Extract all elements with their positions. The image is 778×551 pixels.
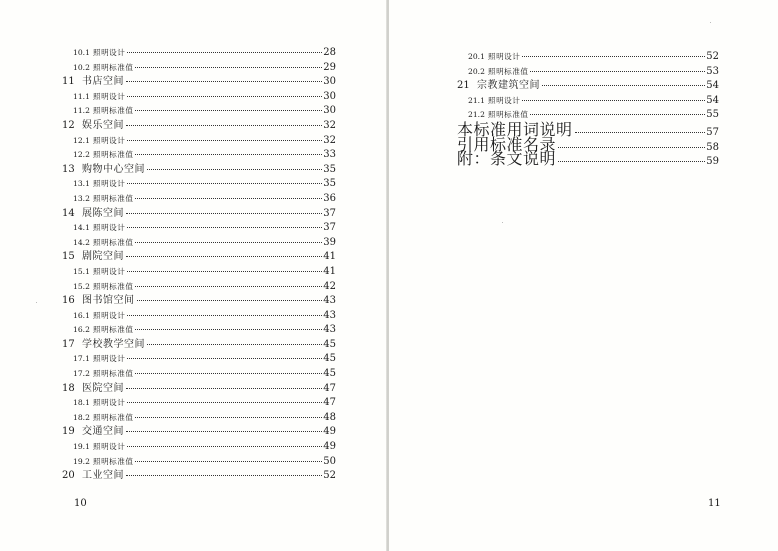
toc-entry-page: 37 bbox=[323, 207, 336, 219]
dot-leader bbox=[126, 475, 322, 476]
toc-entry-page: 55 bbox=[706, 109, 719, 121]
toc-entry-title: 宗教建筑空间 bbox=[477, 80, 540, 92]
toc-entry-title: 引用标准名录 bbox=[457, 134, 557, 154]
dot-leader bbox=[135, 242, 322, 243]
toc-entry-title: 娱乐空间 bbox=[82, 119, 124, 131]
toc-entry-section bbox=[62, 46, 336, 61]
toc-entry-title: 学校教学空间 bbox=[82, 338, 145, 350]
toc-entry-title: 照明标准值 bbox=[93, 325, 134, 335]
toc-entry-page: 49 bbox=[323, 426, 336, 438]
toc-entry-chapter bbox=[62, 163, 336, 178]
toc-entry-page: 58 bbox=[706, 141, 719, 153]
toc-entry-number: 21 bbox=[457, 80, 470, 92]
toc-entry-section bbox=[62, 90, 336, 105]
dot-leader bbox=[147, 344, 322, 345]
toc-entry-number: 20.2 bbox=[468, 66, 485, 76]
dot-leader bbox=[575, 132, 706, 133]
toc-entry-number: 14 bbox=[62, 207, 75, 219]
toc-entry-page: 28 bbox=[323, 47, 336, 58]
dot-leader bbox=[126, 125, 322, 126]
toc-entry-chapter bbox=[62, 425, 336, 440]
toc-entry-chapter bbox=[62, 75, 336, 90]
toc-entry-page: 43 bbox=[323, 295, 336, 307]
toc-entry-number: 18.2 bbox=[73, 412, 90, 422]
toc-entry-page: 54 bbox=[706, 94, 719, 106]
toc-entry-chapter bbox=[62, 250, 336, 265]
toc-entry-title: 照明标准值 bbox=[93, 456, 134, 466]
toc-entry-page: 35 bbox=[323, 163, 336, 175]
toc-entry-number: 15 bbox=[62, 251, 75, 263]
toc-entry-section bbox=[62, 280, 336, 295]
toc-entry-section bbox=[62, 367, 336, 382]
toc-entry-page: 30 bbox=[323, 76, 336, 88]
dot-leader bbox=[127, 446, 322, 447]
toc-entry-number: 21.2 bbox=[468, 110, 485, 120]
toc-list-right bbox=[457, 50, 719, 167]
toc-entry-section bbox=[457, 65, 719, 80]
toc-entry-number: 13.2 bbox=[73, 193, 90, 203]
toc-entry-number: 17.2 bbox=[73, 369, 90, 379]
toc-entry-chapter bbox=[457, 79, 719, 94]
page-number-left: 10 bbox=[74, 498, 87, 509]
toc-entry-title: 工业空间 bbox=[82, 470, 124, 482]
toc-entry-title: 照明标准值 bbox=[93, 106, 134, 116]
dot-leader bbox=[126, 81, 322, 82]
toc-entry-chapter bbox=[62, 294, 336, 309]
dot-leader bbox=[135, 110, 322, 111]
dot-leader bbox=[542, 85, 705, 86]
dot-leader bbox=[127, 271, 322, 272]
toc-entry-title: 照明设计 bbox=[93, 223, 126, 233]
toc-entry-number: 18 bbox=[62, 382, 75, 394]
right-page bbox=[389, 0, 778, 551]
toc-entry-title: 展陈空间 bbox=[82, 207, 124, 219]
toc-entry-title: 照明标准值 bbox=[93, 369, 134, 379]
toc-entry-page: 47 bbox=[323, 382, 336, 394]
dot-leader bbox=[135, 154, 322, 155]
toc-entry-chapter bbox=[62, 469, 336, 484]
toc-entry-page: 30 bbox=[323, 105, 336, 117]
toc-entry-title: 医院空间 bbox=[82, 382, 124, 394]
toc-entry-section bbox=[62, 61, 336, 76]
toc-entry-title: 照明设计 bbox=[488, 95, 521, 105]
toc-entry-page: 35 bbox=[323, 178, 336, 190]
dot-leader bbox=[127, 52, 322, 53]
toc-entry-section bbox=[62, 309, 336, 324]
toc-entry-page: 41 bbox=[323, 251, 336, 263]
toc-entry-title: 照明设计 bbox=[488, 52, 521, 61]
toc-entry-number: 20 bbox=[62, 470, 75, 482]
toc-entry-number: 17 bbox=[62, 338, 75, 350]
toc-entry-section bbox=[62, 221, 336, 236]
toc-entry-page: 37 bbox=[323, 222, 336, 234]
paper-speck bbox=[502, 222, 503, 223]
dot-leader bbox=[135, 461, 322, 462]
toc-entry-title: 图书馆空间 bbox=[82, 295, 135, 307]
toc-entry-title: 本标准用词说明 bbox=[457, 119, 573, 139]
toc-entry-page: 29 bbox=[323, 61, 336, 73]
toc-entry-page: 33 bbox=[323, 149, 336, 161]
dot-leader bbox=[126, 431, 322, 432]
paper-speck bbox=[710, 22, 711, 23]
dot-leader bbox=[127, 315, 322, 316]
dot-leader bbox=[530, 114, 705, 115]
dot-leader bbox=[135, 286, 322, 287]
dot-leader bbox=[127, 96, 322, 97]
dot-leader bbox=[135, 329, 322, 330]
dot-leader bbox=[147, 169, 322, 170]
toc-entry-number: 15.1 bbox=[73, 266, 90, 276]
toc-entry-page: 48 bbox=[323, 411, 336, 423]
toc-entry-section bbox=[62, 352, 336, 367]
toc-entry-section bbox=[457, 50, 719, 65]
toc-entry-title: 照明设计 bbox=[93, 354, 126, 364]
toc-entry-page: 45 bbox=[323, 353, 336, 365]
toc-entry-title: 照明设计 bbox=[93, 91, 126, 101]
toc-entry-page: 45 bbox=[323, 368, 336, 380]
dot-leader bbox=[135, 67, 322, 68]
toc-entry-number: 12 bbox=[62, 119, 75, 131]
toc-entry-section bbox=[62, 134, 336, 149]
toc-entry-title: 购物中心空间 bbox=[82, 163, 145, 175]
dot-leader bbox=[127, 183, 322, 184]
toc-entry-number: 12.2 bbox=[73, 150, 90, 160]
left-page bbox=[0, 0, 388, 551]
dot-leader bbox=[558, 161, 705, 162]
toc-entry-page: 41 bbox=[323, 265, 336, 277]
toc-entry-chapter bbox=[62, 207, 336, 222]
toc-entry-title: 照明标准值 bbox=[93, 281, 134, 291]
toc-entry-chapter bbox=[62, 119, 336, 134]
toc-entry-page: 52 bbox=[323, 470, 336, 482]
toc-entry-title: 照明设计 bbox=[93, 48, 126, 57]
toc-entry-title: 照明标准值 bbox=[93, 150, 134, 160]
toc-entry-number: 11.1 bbox=[73, 91, 90, 101]
toc-entry-section bbox=[62, 411, 336, 426]
toc-entry-number: 17.1 bbox=[73, 354, 90, 364]
toc-entry-section bbox=[62, 455, 336, 470]
toc-entry-section bbox=[62, 177, 336, 192]
toc-entry-section bbox=[62, 323, 336, 338]
dot-leader bbox=[558, 147, 705, 148]
toc-entry-section bbox=[62, 440, 336, 455]
dot-leader bbox=[126, 213, 322, 214]
dot-leader bbox=[522, 100, 705, 101]
toc-entry-page: 39 bbox=[323, 236, 336, 248]
dot-leader bbox=[127, 358, 322, 359]
dot-leader bbox=[127, 227, 322, 228]
toc-entry-number: 16.1 bbox=[73, 310, 90, 320]
toc-entry-page: 32 bbox=[323, 134, 336, 146]
toc-entry-title: 照明标准值 bbox=[488, 110, 529, 120]
dot-leader bbox=[126, 256, 322, 257]
toc-entry-page: 54 bbox=[706, 80, 719, 92]
toc-entry-page: 59 bbox=[706, 156, 719, 168]
toc-entry-number: 19 bbox=[62, 426, 75, 438]
dot-leader bbox=[530, 71, 705, 72]
toc-entry-number: 21.1 bbox=[468, 95, 485, 105]
toc-entry-number: 13.1 bbox=[73, 179, 90, 189]
toc-entry-title: 照明标准值 bbox=[93, 237, 134, 247]
toc-entry-number: 16 bbox=[62, 295, 75, 307]
toc-entry-number: 10.2 bbox=[73, 62, 90, 72]
toc-entry-section bbox=[62, 265, 336, 280]
toc-entry-page: 42 bbox=[323, 280, 336, 292]
dot-leader bbox=[135, 198, 322, 199]
dot-leader bbox=[126, 388, 322, 389]
toc-entry-page: 36 bbox=[323, 192, 336, 204]
toc-entry-title: 剧院空间 bbox=[82, 251, 124, 263]
toc-entry-page: 45 bbox=[323, 338, 336, 350]
toc-entry-page: 57 bbox=[706, 126, 719, 138]
toc-entry-section bbox=[62, 148, 336, 163]
toc-entry-title: 照明设计 bbox=[93, 310, 126, 320]
toc-entry-number: 18.1 bbox=[73, 398, 90, 408]
toc-entry-page: 52 bbox=[706, 51, 719, 62]
toc-entry-number: 20.1 bbox=[468, 52, 485, 61]
toc-entry-page: 43 bbox=[323, 309, 336, 321]
toc-entry-number: 13 bbox=[62, 163, 75, 175]
dot-leader bbox=[127, 402, 322, 403]
toc-entry-page: 30 bbox=[323, 90, 336, 102]
toc-entry-section bbox=[62, 192, 336, 207]
toc-entry-page: 49 bbox=[323, 441, 336, 453]
toc-entry-number: 19.2 bbox=[73, 456, 90, 466]
toc-list-left bbox=[62, 46, 336, 484]
toc-entry-chapter bbox=[62, 338, 336, 353]
toc-entry-page: 43 bbox=[323, 324, 336, 336]
toc-entry-title: 照明设计 bbox=[93, 266, 126, 276]
toc-entry-number: 11 bbox=[62, 76, 75, 88]
toc-entry-number: 15.2 bbox=[73, 281, 90, 291]
toc-entry-title: 照明设计 bbox=[93, 398, 126, 408]
toc-entry-chapter bbox=[62, 382, 336, 397]
page-number-right: 11 bbox=[708, 498, 721, 509]
toc-entry-number: 16.2 bbox=[73, 325, 90, 335]
toc-entry-section bbox=[62, 104, 336, 119]
toc-entry-title: 照明标准值 bbox=[93, 193, 134, 203]
toc-entry-page: 47 bbox=[323, 397, 336, 409]
toc-entry-page: 50 bbox=[323, 455, 336, 467]
paper-speck bbox=[36, 302, 37, 303]
toc-entry-number: 10.1 bbox=[73, 48, 90, 57]
toc-entry-number: 12.1 bbox=[73, 135, 90, 145]
dot-leader bbox=[127, 140, 322, 141]
toc-entry-title: 照明设计 bbox=[93, 179, 126, 189]
toc-entry-section bbox=[457, 94, 719, 109]
toc-entry-number: 14.2 bbox=[73, 237, 90, 247]
toc-entry-section bbox=[62, 396, 336, 411]
toc-entry-section bbox=[62, 236, 336, 251]
toc-entry-title: 照明标准值 bbox=[488, 66, 529, 76]
toc-entry-number: 11.2 bbox=[73, 106, 90, 116]
toc-entry-page: 32 bbox=[323, 119, 336, 131]
toc-entry-title: 照明标准值 bbox=[93, 62, 134, 72]
toc-entry-title: 照明标准值 bbox=[93, 412, 134, 422]
toc-entry-page: 53 bbox=[706, 65, 719, 77]
toc-entry-title: 照明设计 bbox=[93, 442, 126, 452]
toc-entry-title: 书店空间 bbox=[82, 76, 124, 88]
dot-leader bbox=[135, 417, 322, 418]
toc-entry-title: 交通空间 bbox=[82, 426, 124, 438]
toc-entry-number: 14.1 bbox=[73, 223, 90, 233]
toc-entry-appendix bbox=[457, 149, 719, 169]
dot-leader bbox=[135, 373, 322, 374]
dot-leader bbox=[137, 300, 323, 301]
toc-entry-title: 照明设计 bbox=[93, 135, 126, 145]
dot-leader bbox=[522, 56, 705, 57]
toc-entry-number: 19.1 bbox=[73, 442, 90, 452]
toc-entry-title: 附：条文说明 bbox=[457, 149, 557, 169]
